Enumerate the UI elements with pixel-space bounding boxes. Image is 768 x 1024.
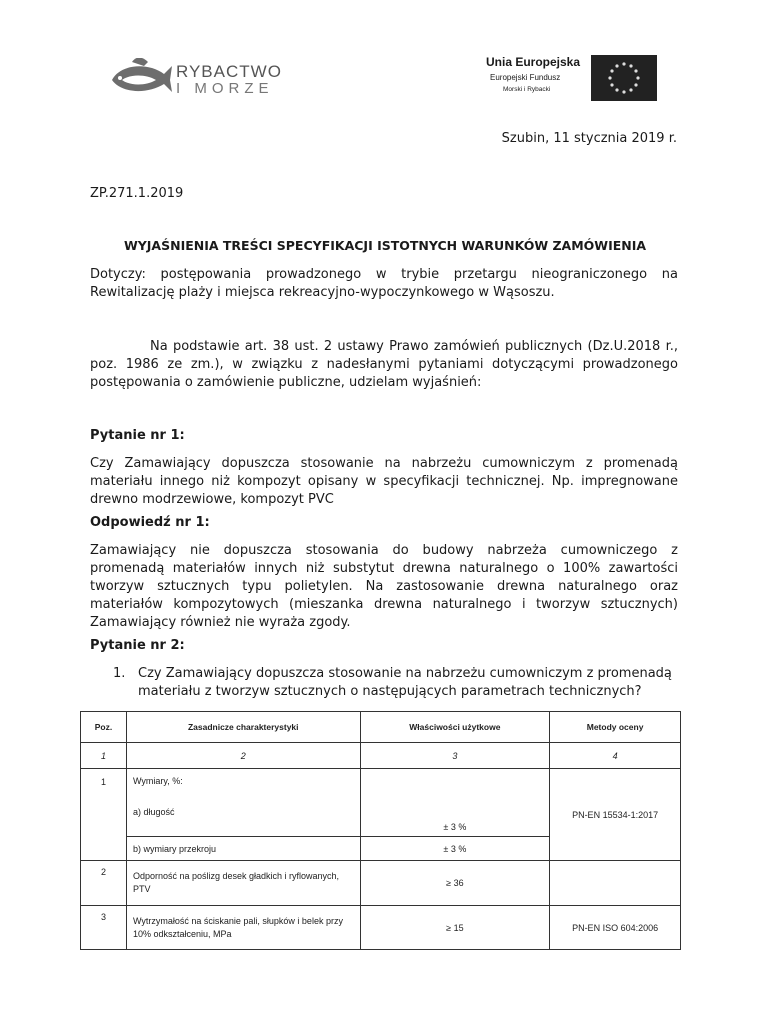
- question-2-item-number: 1.: [113, 666, 126, 681]
- subject-paragraph: Dotyczy: postępowania prowadzonego w trybie przetargu nieograniczonego na Rewitalizację plaży i miejsca rekreacyjno-wypoczynkowego w Wąsoszu.: [90, 267, 678, 300]
- row-value-b: ± 3 %: [360, 837, 550, 861]
- eu-fund-line2: Morski i Rybacki: [503, 86, 551, 93]
- header-characteristics: Zasadnicze charakterystyki: [126, 712, 360, 743]
- row-char-a: a) długość: [132, 807, 175, 817]
- eu-title: Unia Europejska: [486, 55, 581, 69]
- document-date: Szubin, 11 stycznia 2019 r.: [501, 131, 677, 146]
- table-row: [81, 861, 681, 906]
- table-row: [81, 906, 681, 950]
- col-number: 4: [550, 743, 681, 769]
- reference-number: ZP.271.1.2019: [90, 186, 184, 201]
- table-row: [81, 769, 681, 837]
- row-pos: 2: [81, 861, 127, 906]
- spec-table: [80, 711, 681, 950]
- answer-1-text: Zamawiający nie dopuszcza stosowania do budowy nabrzeża cumowniczego z promenadą materiałów innych niż substytut drewna naturalnego o 100% zawartości tworzyw sztucznych typu polietylen. Na zastosowanie drewna naturalnego oraz materiałów kompozytowych (mieszanka drewna naturalnego i tworzyw sztucznych) Zamawiający również nie wyraża zgody.: [90, 543, 678, 630]
- row-characteristics: Wytrzymałość na ściskanie pali, słupków i belek przy 10% odkształceniu, MPa: [126, 906, 360, 950]
- document-title: WYJAŚNIENIA TREŚCI SPECYFIKACJI ISTOTNYCH WARUNKÓW ZAMÓWIENIA: [123, 238, 647, 253]
- fish-logo-icon: [108, 58, 174, 94]
- question-1-text: Czy Zamawiający dopuszcza stosowanie na nabrzeżu cumowniczym z promenadą materiału innego niż kompozyt opisany w specyfikacji technicznej. Np. impregnowane drewno modrzewiowe, kompozyt PVC: [90, 456, 678, 507]
- logo-text-rybactwo: RYBACTWO: [176, 62, 282, 81]
- row-char-label: Wymiary, %:: [132, 776, 183, 786]
- row-method: PN-EN 15534-1:2017: [550, 769, 681, 861]
- answer-1-heading: Odpowiedź nr 1:: [90, 515, 210, 530]
- question-2-item-text: Czy Zamawiający dopuszcza stosowanie na nabrzeżu cumowniczym z promenadą materiału z tworzyw sztucznych o następujących parametrach technicznych?: [138, 666, 672, 699]
- table-header-row: [81, 712, 681, 743]
- question-2-item: [113, 665, 678, 701]
- table-number-row: [81, 743, 681, 769]
- intro-paragraph: Na podstawie art. 38 ust. 2 ustawy Prawo zamówień publicznych (Dz.U.2018 r., poz. 1986 ze zm.), w związku z nadesłanymi pytaniami dotyczącymi prowadzonego postępowania o zamówienie publiczne, udzielam wyjaśnień:: [90, 339, 678, 390]
- row-char-b: b) wymiary przekroju: [126, 837, 360, 861]
- eu-fund-line1: Europejski Fundusz: [490, 73, 561, 82]
- header-pos: Poz.: [81, 712, 127, 743]
- row-value: ≥ 36: [360, 861, 550, 906]
- logo-text-morze: I MORZE: [176, 80, 274, 97]
- row-value: ≥ 15: [360, 906, 550, 950]
- row-characteristics: Odporność na poślizg desek gładkich i ryflowanych, PTV: [126, 861, 360, 906]
- row-method-empty: [550, 861, 681, 906]
- header-properties: Właściwości użytkowe: [360, 712, 550, 743]
- header-methods: Metody oceny: [550, 712, 681, 743]
- question-1-heading: Pytanie nr 1:: [90, 428, 185, 443]
- row-method: PN-EN ISO 604:2006: [550, 906, 681, 950]
- question-2-heading: Pytanie nr 2:: [90, 638, 185, 653]
- col-number: 1: [81, 743, 127, 769]
- col-number: 2: [126, 743, 360, 769]
- row-value-a: ± 3 %: [360, 769, 550, 837]
- row-pos: 3: [81, 906, 127, 950]
- row-characteristics: [126, 769, 360, 837]
- row-pos: 1: [81, 769, 127, 861]
- col-number: 3: [360, 743, 550, 769]
- eu-flag-icon: [591, 55, 657, 101]
